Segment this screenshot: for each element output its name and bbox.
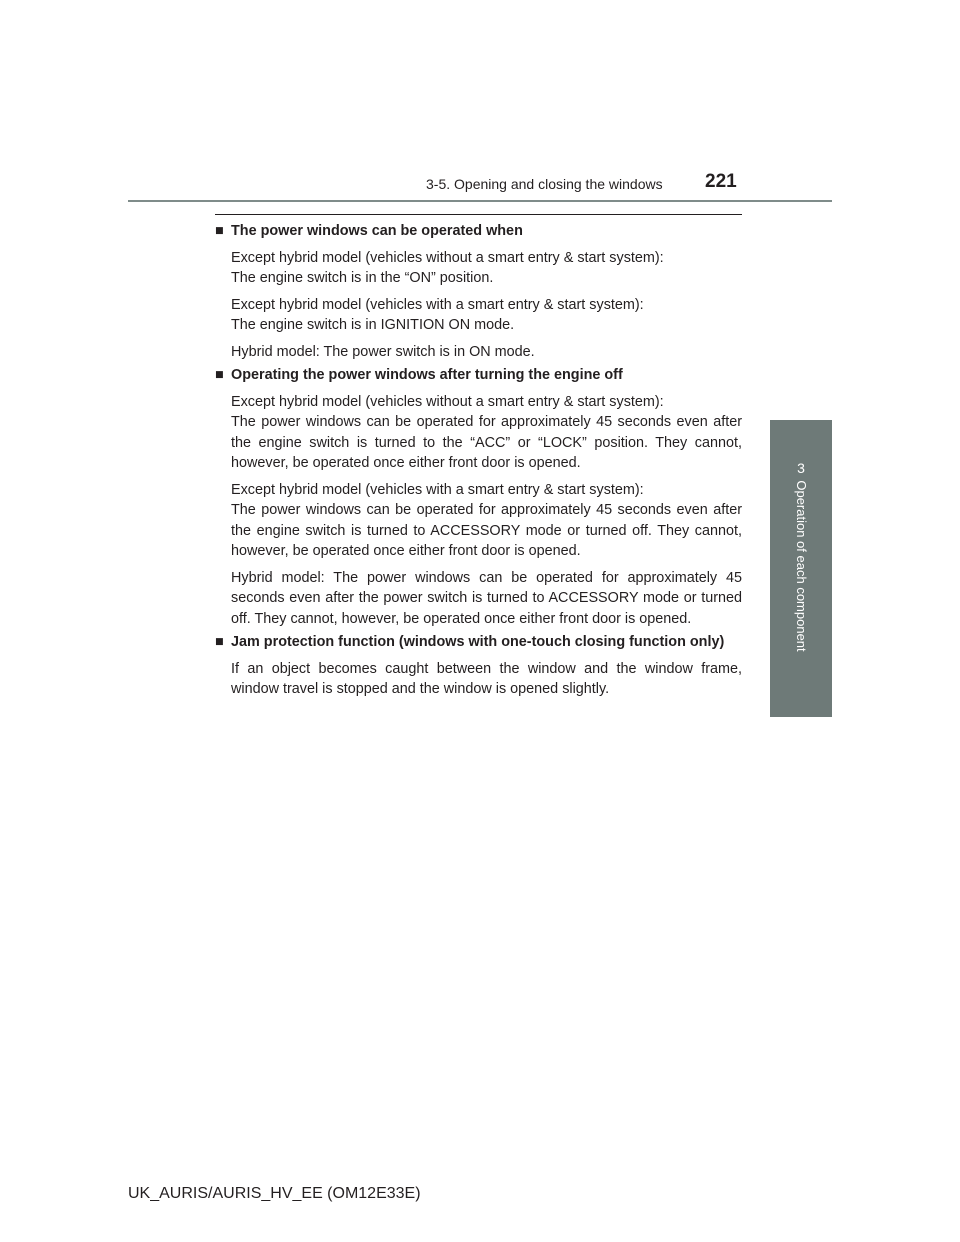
paragraph-line: Hybrid model: The power windows can be operated for approximately 45 seconds even after the power switch is turned to ACCESSORY mode or turned off. They cannot, however, be operated once either front door is opened. xyxy=(231,569,742,627)
paragraph-line: The power windows can be operated for approximately 45 seconds even after the engine switch is turned to the “ACC” or “LOCK” position. They cannot, however, be operated once either front door is opened. xyxy=(231,414,742,471)
page-content xyxy=(215,218,742,700)
section-operation-conditions xyxy=(215,221,742,362)
section-heading-text: The power windows can be operated when xyxy=(231,223,523,239)
square-bullet-icon: ■ xyxy=(215,223,224,239)
paragraph xyxy=(231,295,742,336)
paragraph-line: The engine switch is in IGNITION ON mode. xyxy=(231,317,515,333)
section-heading xyxy=(215,365,742,386)
paragraph-line: Hybrid model: The power switch is in ON mode. xyxy=(231,343,535,360)
paragraph-line: The power windows can be operated for approximately 45 seconds even after the engine switch is turned to ACCESSORY mode or turned off. They cannot, however, be operated once either front door is opened. xyxy=(231,502,742,559)
section-jam-protection xyxy=(215,632,742,700)
chapter-tab-label: Operation of each component xyxy=(794,480,809,652)
paragraph xyxy=(231,392,742,474)
section-heading-text: Operating the power windows after turning the engine off xyxy=(231,367,623,383)
paragraph xyxy=(231,659,742,700)
square-bullet-icon: ■ xyxy=(215,367,224,383)
content-divider xyxy=(215,214,742,215)
section-heading-text: Jam protection function (windows with one-touch closing function only) xyxy=(231,634,725,650)
section-heading xyxy=(215,632,742,653)
paragraph-line: Except hybrid model (vehicles with a smart entry & start system): xyxy=(231,481,644,498)
page-number: 221 xyxy=(705,171,737,192)
paragraph-line: Except hybrid model (vehicles without a smart entry & start system): xyxy=(231,393,664,410)
header-divider xyxy=(128,200,832,202)
paragraph-line: Except hybrid model (vehicles without a smart entry & start system): xyxy=(231,249,664,266)
paragraph xyxy=(231,480,742,562)
paragraph-line: The engine switch is in the “ON” position. xyxy=(231,270,494,286)
paragraph-line: If an object becomes caught between the window and the window frame, window travel is stopped and the window is opened slightly. xyxy=(231,660,742,697)
paragraph xyxy=(231,568,742,630)
paragraph xyxy=(231,248,742,289)
section-heading xyxy=(215,221,742,242)
paragraph-line: Except hybrid model (vehicles with a smart entry & start system): xyxy=(231,296,644,313)
footer-model-code: UK_AURIS/AURIS_HV_EE (OM12E33E) xyxy=(128,1185,421,1202)
square-bullet-icon: ■ xyxy=(215,634,224,650)
section-after-engine-off xyxy=(215,365,742,629)
chapter-tab-number: 3 xyxy=(797,460,805,476)
header-section-title: 3-5. Opening and closing the windows xyxy=(426,176,663,192)
paragraph xyxy=(231,342,742,363)
